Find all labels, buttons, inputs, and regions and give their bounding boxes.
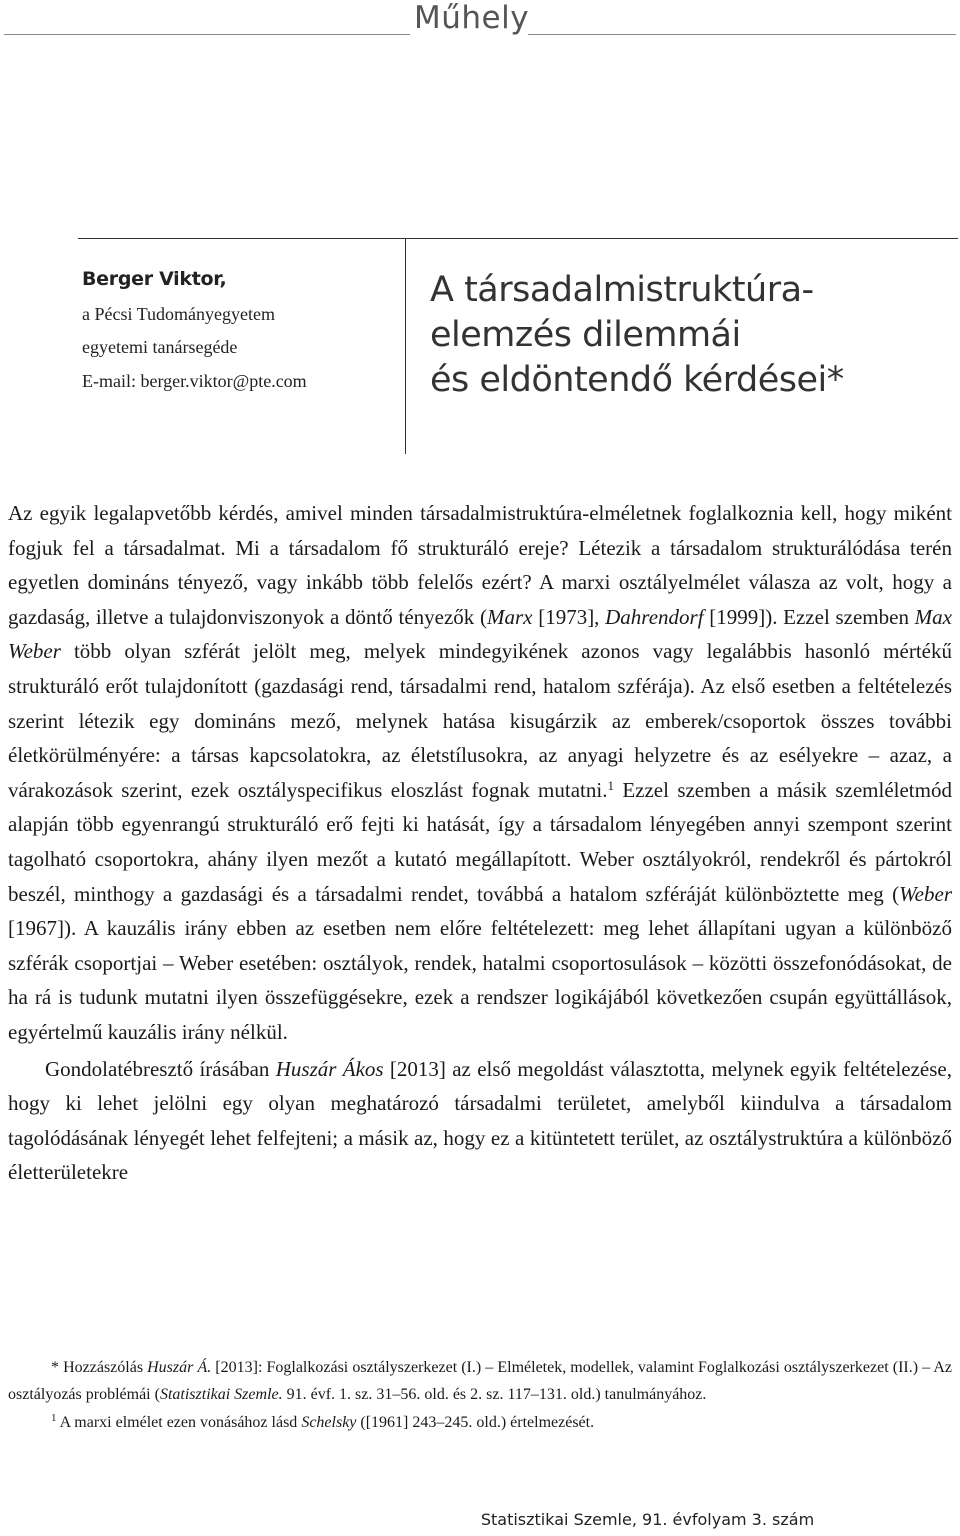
- text-run: több olyan szférát jelölt meg, melyek mindegyikének azonos vagy legalábbis hasonló mértékű strukturáló erőt tulajdonított (gazdasági rend, társadalmi rend, hatalom szférája). Az első esetben a feltételezés szerint létezik egy domináns mező, melynek hatása kisugárzik az emberek/csoportok összes további életkörülményére: a társas kapcsolatokra, az életstílusokra, az anyagi helyzetre és az esélyekre – azaz, a várakozások szerint, ezek osztályspecifikus eloszlást fognak mutatni.: [8, 639, 952, 802]
- section-label: Műhely: [414, 0, 530, 36]
- article-body: [8, 496, 952, 1190]
- citation-author: Max Weber: [8, 604, 952, 664]
- citation-author: Marx: [487, 604, 533, 629]
- title-block-divider: [405, 238, 406, 454]
- text-run: A marxi elmélet ezen vonásához lásd: [56, 1413, 302, 1431]
- text-run: 91. évf. 1. sz. 31–56. old. és 2. sz. 117–131. old.) tanulmányához.: [282, 1386, 707, 1404]
- section-header: [0, 0, 960, 40]
- footnote-number: 1: [51, 1411, 57, 1424]
- text-run: [1973],: [532, 604, 606, 629]
- text-run: [2013]: Foglalkozási osztályszerkezet (I.) – Elméletek, modellek, valamint Foglalkozási osztályszerkezet (II.) – Az osztályozás problémái (: [8, 1359, 952, 1404]
- body-paragraph-2: [8, 1052, 952, 1190]
- article-title: [430, 268, 950, 403]
- author-affiliation-2: egyetemi tanársegéde: [82, 337, 238, 357]
- citation-author: Weber: [899, 881, 952, 906]
- body-paragraph-1: [8, 496, 952, 1050]
- text-run: Ezzel szemben a másik szemléletmód alapján több egyenrangú strukturáló erő fejti ki hatását, így a társadalom lényegében annyi szempont szerint tagolható csoportokra, ahány ilyen mezőt a kutató megállapított. Weber osztályokról, rendekről és pártokról beszél, minthogy a gazdasági és a társadalmi rendet, továbbá a hatalom szféráját különböztette meg (: [8, 777, 952, 906]
- header-rule-left: [4, 34, 410, 35]
- footnote-1: [8, 1409, 952, 1436]
- footnote-star: [8, 1354, 952, 1409]
- author-email: E-mail: berger.viktor@pte.com: [82, 371, 307, 391]
- page-footer: [0, 1510, 960, 1529]
- footnotes: [8, 1354, 952, 1436]
- header-rule-right: [528, 34, 956, 35]
- citation-author: Dahrendorf: [605, 604, 704, 629]
- title-line-3: és eldöntendő kérdései*: [430, 360, 844, 400]
- text-run: [1967]). A kauzális irány ebben az esetben nem előre feltételezett: meg lehet állapítani ugyan a különböző szférák csoportjai – Weber esetében: osztályok, rendek, hatalmi csoportosulások – közötti összefonódásokat, de ha rá is tudunk mutatni ilyen összefüggésekre, ezek a rendszer logikájából következően csupán együttállások, egyértelmű kauzális irány nélkül.: [8, 916, 952, 1044]
- author-name: Berger Viktor,: [82, 268, 227, 290]
- text-run: Az egyik legalapvetőbb kérdés, amivel minden társadalmistruktúra-elméletnek foglalkoznia kell, hogy miként fogjuk fel a társadalmat. Mi a társadalom fő strukturáló ereje? Létezik a társadalom strukturálódása terén egyetlen domináns tényező, vagy inkább több felelős ezért? A marxi osztályelmélet válasza az volt, hogy a gazdaság, illetve a tulajdonviszonyok a döntő tényezők (: [8, 501, 952, 629]
- title-block-top-rule: [78, 238, 958, 239]
- citation-author: Schelsky: [301, 1413, 357, 1431]
- text-run: [2013] az első megoldást választotta, melynek egyik feltételezése, hogy ki lehet jelölni egy olyan meghatározó társadalmi területet, amelyből kiindulva a társadalom tagolódásának lényegét lehet felfejteni; a másik az, hogy ez a kitüntetett terület, az osztálystruktúra a különböző életterületekre: [8, 1056, 952, 1185]
- footnote-ref: 1: [607, 777, 614, 793]
- text-run: ([1961] 243–245. old.) értelmezését.: [356, 1413, 595, 1431]
- text-run: Gondolatébresztő írásában: [45, 1056, 276, 1081]
- title-line-1: A társadalmistruktúra-: [430, 270, 814, 310]
- author-affiliation-1: a Pécsi Tudományegyetem: [82, 304, 275, 324]
- citation-author: Huszár Ákos: [275, 1056, 384, 1081]
- journal-name: Statisztikai Szemle.: [159, 1386, 283, 1404]
- text-run: * Hozzászólás: [51, 1359, 148, 1376]
- text-run: [1999]). Ezzel szemben: [703, 604, 915, 629]
- citation-author: Huszár Á.: [147, 1359, 212, 1376]
- title-line-2: elemzés dilemmái: [430, 315, 741, 355]
- journal-footer: Statisztikai Szemle, 91. évfolyam 3. szám: [480, 1510, 815, 1529]
- author-block: [82, 268, 397, 398]
